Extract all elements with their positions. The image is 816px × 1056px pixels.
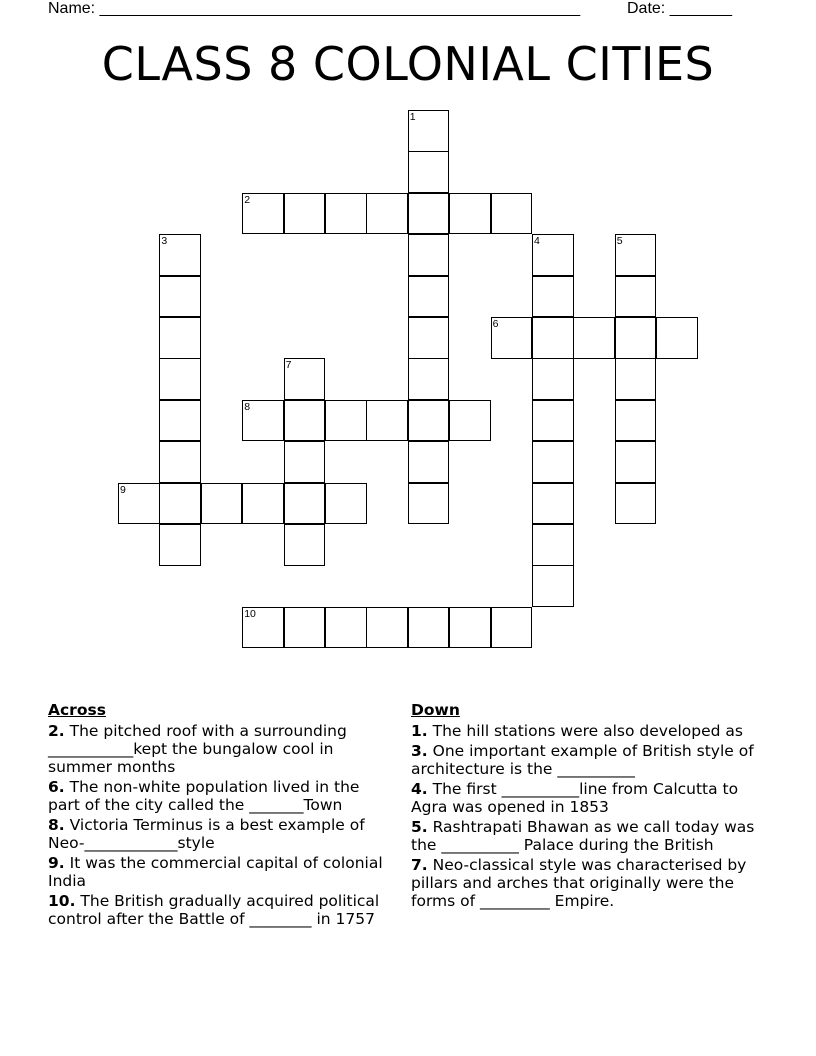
crossword-cell[interactable] — [284, 524, 326, 566]
clue-number-label: 2 — [244, 193, 251, 206]
clue-number: 1. — [411, 722, 428, 740]
crossword-cell[interactable] — [242, 193, 284, 235]
crossword-cell[interactable] — [408, 483, 450, 525]
down-clue — [411, 856, 761, 910]
clue-number: 2. — [48, 722, 65, 740]
crossword-cell[interactable] — [615, 276, 657, 318]
crossword-cell[interactable] — [532, 400, 574, 442]
crossword-cell[interactable] — [159, 524, 201, 566]
crossword-cell[interactable] — [656, 317, 698, 359]
crossword-cell[interactable] — [284, 483, 326, 525]
crossword-cell[interactable] — [449, 193, 491, 235]
crossword-cell[interactable] — [284, 441, 326, 483]
crossword-cell[interactable] — [325, 483, 367, 525]
crossword-cell[interactable] — [118, 483, 160, 525]
crossword-cell[interactable] — [284, 358, 326, 400]
crossword-cell[interactable] — [159, 358, 201, 400]
down-heading: Down — [411, 701, 460, 719]
crossword-cell[interactable] — [532, 358, 574, 400]
across-clue — [48, 892, 393, 928]
clue-number: 4. — [411, 780, 428, 798]
clue-text: One important example of British style of architecture is the __________ — [411, 742, 754, 778]
clue-text: Neo-classical style was characterised by pillars and arches that originally were the forms of _________ Empire. — [411, 856, 747, 910]
crossword-cell[interactable] — [159, 400, 201, 442]
crossword-cell[interactable] — [201, 483, 243, 525]
clue-number: 10. — [48, 892, 76, 910]
across-clue — [48, 854, 393, 890]
crossword-cell[interactable] — [408, 317, 450, 359]
clue-text: The hill stations were also developed as — [432, 722, 743, 740]
crossword-cell[interactable] — [408, 358, 450, 400]
crossword-cell[interactable] — [491, 317, 533, 359]
clue-number: 9. — [48, 854, 65, 872]
clue-number-label: 4 — [534, 235, 540, 248]
crossword-cell[interactable] — [532, 276, 574, 318]
crossword-cell[interactable] — [159, 441, 201, 483]
clue-text: The pitched roof with a surrounding ___________kept the bungalow cool in summer months — [48, 722, 347, 776]
clue-number-label: 3 — [161, 235, 168, 248]
crossword-cell[interactable] — [366, 400, 408, 442]
crossword-cell[interactable] — [242, 607, 284, 649]
crossword-cell[interactable] — [615, 400, 657, 442]
crossword-cell[interactable] — [408, 276, 450, 318]
crossword-cell[interactable] — [615, 317, 657, 359]
crossword-cell[interactable] — [366, 193, 408, 235]
down-clue — [411, 780, 761, 816]
crossword-cell[interactable] — [491, 193, 533, 235]
clue-text: Victoria Terminus is a best example of Neo-____________style — [48, 816, 365, 852]
clue-number-label: 10 — [244, 607, 256, 620]
crossword-cell[interactable] — [615, 483, 657, 525]
crossword-cell[interactable] — [532, 483, 574, 525]
clue-text: The non-white population lived in the part of the city called the _______Town — [48, 778, 360, 814]
crossword-cell[interactable] — [366, 607, 408, 649]
crossword-cell[interactable] — [408, 441, 450, 483]
crossword-cell[interactable] — [615, 441, 657, 483]
clue-number: 7. — [411, 856, 428, 874]
clue-number-label: 1 — [409, 111, 416, 123]
crossword-cell[interactable] — [532, 441, 574, 483]
across-clues — [48, 701, 393, 930]
crossword-cell[interactable] — [325, 193, 367, 235]
crossword-cell[interactable] — [408, 151, 450, 193]
crossword-cell[interactable] — [573, 317, 615, 359]
clue-text: The British gradually acquired political control after the Battle of ________ in 1757 — [48, 892, 380, 928]
crossword-cell[interactable] — [408, 193, 450, 235]
across-clue — [48, 722, 393, 776]
clue-number: 6. — [48, 778, 65, 796]
crossword-cell[interactable] — [159, 276, 201, 318]
clue-text: Rashtrapati Bhawan as we call today was the __________ Palace during the British — [411, 818, 755, 854]
clue-number: 3. — [411, 742, 428, 760]
clue-number-label: 8 — [244, 400, 251, 413]
crossword-cell[interactable] — [242, 483, 284, 525]
crossword-cell[interactable] — [242, 400, 284, 442]
crossword-cell[interactable] — [325, 607, 367, 649]
crossword-cell[interactable] — [408, 234, 450, 276]
crossword-cell[interactable] — [532, 317, 574, 359]
crossword-cell[interactable] — [284, 193, 326, 235]
clue-number: 5. — [411, 818, 428, 836]
across-heading: Across — [48, 701, 106, 719]
across-clue — [48, 816, 393, 852]
page-title: CLASS 8 COLONIAL CITIES — [101, 37, 715, 91]
down-clue — [411, 818, 761, 854]
clue-text: It was the commercial capital of colonial India — [48, 854, 383, 890]
crossword-cell[interactable] — [159, 234, 201, 276]
clue-number-label: 7 — [285, 359, 292, 372]
clue-number-label: 9 — [120, 483, 126, 496]
clue-number: 8. — [48, 816, 65, 834]
crossword-cell[interactable] — [615, 358, 657, 400]
crossword-cell[interactable] — [408, 607, 450, 649]
crossword-cell[interactable] — [532, 234, 574, 276]
across-clue — [48, 778, 393, 814]
crossword-cell[interactable] — [408, 110, 450, 152]
crossword-cell[interactable] — [325, 400, 367, 442]
crossword-cell[interactable] — [491, 607, 533, 649]
crossword-cell[interactable] — [159, 483, 201, 525]
name-field[interactable]: Name: ______________________________________________________ — [48, 0, 581, 17]
crossword-cell[interactable] — [159, 317, 201, 359]
crossword-cell[interactable] — [532, 524, 574, 566]
crossword-cell[interactable] — [449, 607, 491, 649]
date-field[interactable]: Date: _______ — [627, 0, 732, 17]
down-clue — [411, 722, 761, 740]
clue-text: The first __________line from Calcutta to Agra was opened in 1853 — [411, 780, 739, 816]
crossword-cell[interactable] — [284, 607, 326, 649]
crossword-cell[interactable] — [449, 400, 491, 442]
clue-number-label: 5 — [616, 235, 623, 248]
crossword-cell[interactable] — [615, 234, 657, 276]
down-clue — [411, 742, 761, 778]
down-clues — [411, 701, 761, 912]
crossword-cell[interactable] — [408, 400, 450, 442]
clue-number-label: 6 — [492, 318, 499, 330]
crossword-cell[interactable] — [532, 565, 574, 607]
crossword-cell[interactable] — [284, 400, 326, 442]
